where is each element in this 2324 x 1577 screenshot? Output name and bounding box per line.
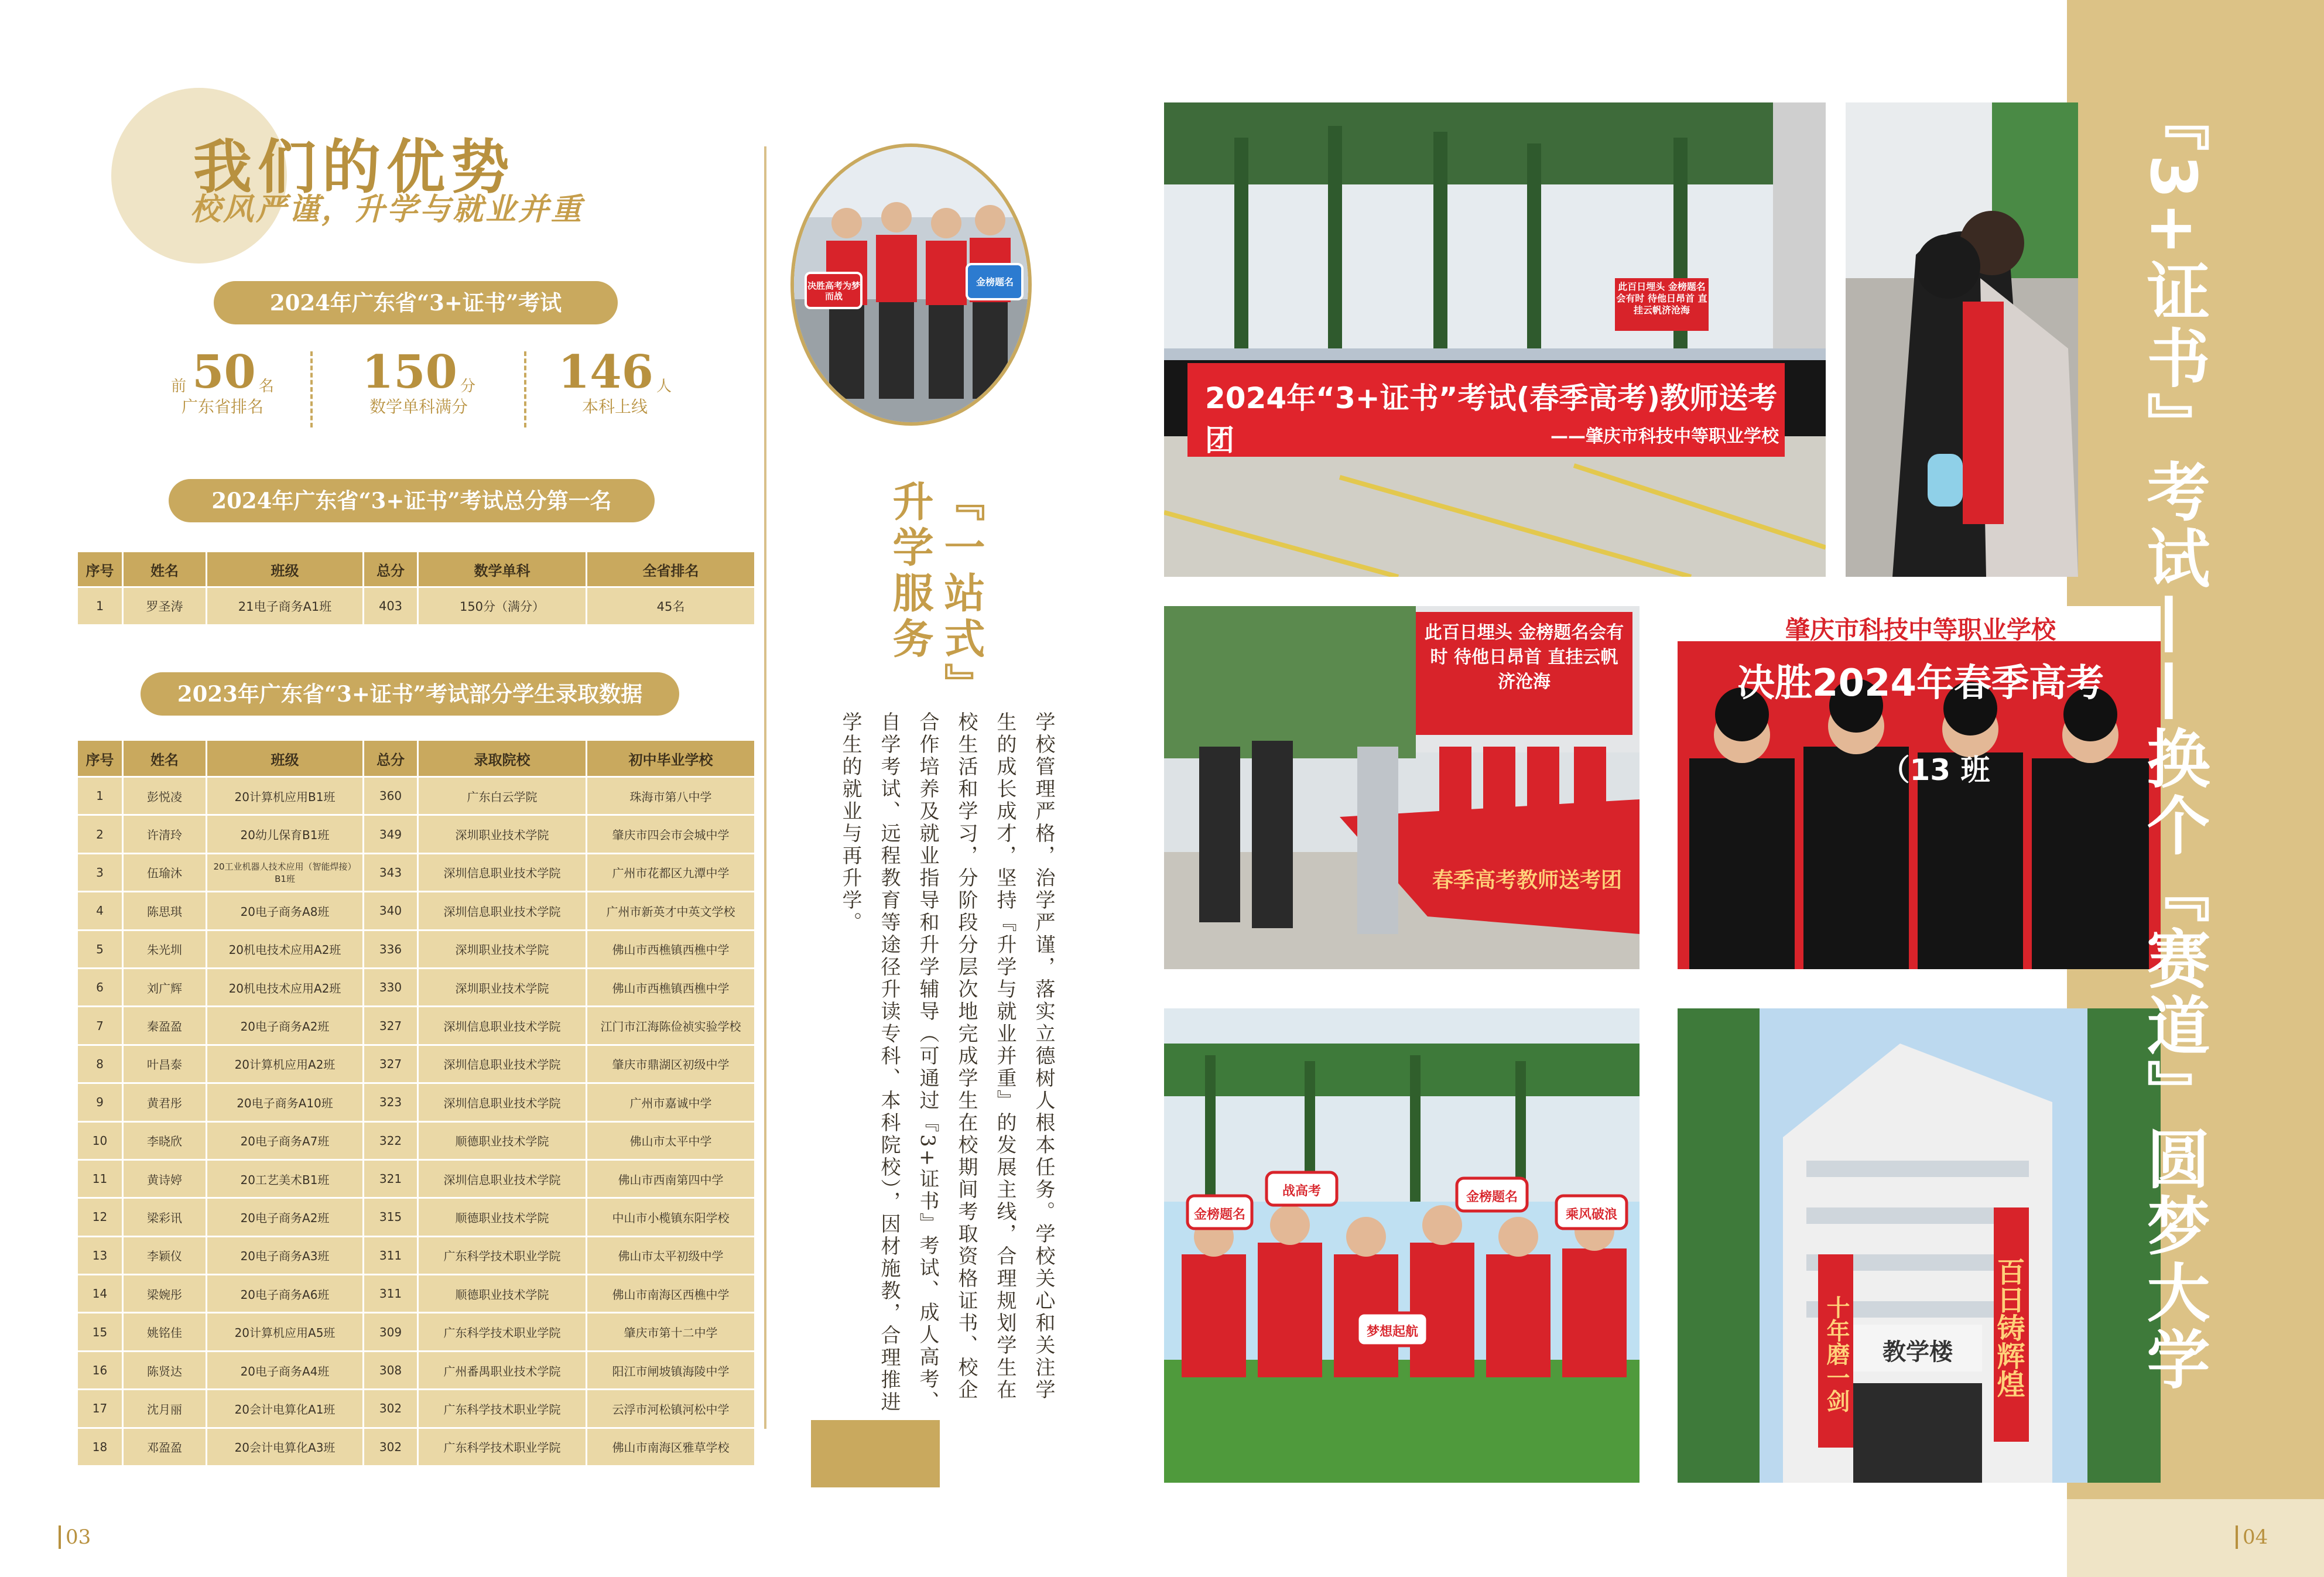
stat-label: 数学单科满分 bbox=[369, 397, 468, 416]
photo4-banner: 决胜2024年春季高考 bbox=[1737, 662, 2104, 705]
decorative-block bbox=[811, 1420, 940, 1487]
stat-ranking bbox=[141, 345, 304, 433]
table-cell: 深圳职业技术学院 bbox=[419, 969, 586, 1005]
table-cell: 20工艺美术B1班 bbox=[207, 1161, 362, 1197]
photo3-board: 此百日埋头 金榜题名会有时 待他日昂首 直挂云帆济沧海 bbox=[1424, 622, 1624, 692]
table-cell: 深圳职业技术学院 bbox=[419, 816, 586, 852]
table-cell: 秦盈盈 bbox=[124, 1007, 206, 1044]
table-cell: 深圳信息职业技术学院 bbox=[419, 892, 586, 929]
table-cell: 20电子商务A10班 bbox=[207, 1084, 362, 1120]
table-row bbox=[78, 1429, 754, 1465]
table-cell: 朱光圳 bbox=[124, 931, 206, 967]
photo5-sign: 金榜题名 bbox=[1193, 1207, 1245, 1222]
exam-track-vertical-title: 『3+证书』考试——换个『赛道』圆梦大学 bbox=[2136, 88, 2209, 1394]
table-cell: 20工业机器人技术应用（智能焊接）B1班 bbox=[207, 854, 362, 891]
teachers-portrait-photo bbox=[790, 143, 1032, 426]
admission-heading-pill: 2023年广东省“3+证书”考试部分学生录取数据 bbox=[141, 672, 679, 716]
teacher-team-photo bbox=[1164, 102, 1826, 577]
exam-heading-pill: 2024年广东省“3+证书”考试 bbox=[214, 281, 618, 324]
photo1-banner-sub: ——肇庆市科技中等职业学校 bbox=[1551, 426, 1779, 447]
one-stop-service-title: 『一站式』升学服务 bbox=[886, 480, 985, 709]
table-cell: 8 bbox=[78, 1046, 122, 1082]
table-cell: 14 bbox=[78, 1275, 122, 1312]
table-cell: 2 bbox=[78, 816, 122, 852]
column-header: 班级 bbox=[207, 552, 362, 586]
student-hug-photo bbox=[1846, 102, 2078, 577]
table-row bbox=[78, 1352, 754, 1388]
table-cell: 7 bbox=[78, 1007, 122, 1044]
top-score-heading-pill: 2024年广东省“3+证书”考试总分第一名 bbox=[169, 479, 655, 522]
table-cell: 江门市江海陈俭祯实验学校 bbox=[587, 1007, 754, 1044]
table-cell: 广东科学技术职业学院 bbox=[419, 1313, 586, 1350]
table-row bbox=[78, 1161, 754, 1197]
table-cell: 许清玲 bbox=[124, 816, 206, 852]
stat-undergrad bbox=[530, 345, 700, 433]
table-cell: 顺德职业技术学院 bbox=[419, 1275, 586, 1312]
table-cell: 肇庆市第十二中学 bbox=[587, 1313, 754, 1350]
column-header: 姓名 bbox=[124, 741, 206, 776]
table-cell: 梁婉彤 bbox=[124, 1275, 206, 1312]
table-cell: 佛山市西樵镇西樵中学 bbox=[587, 931, 754, 967]
table-cell: 15 bbox=[78, 1313, 122, 1350]
table-cell: 21电子商务A1班 bbox=[207, 588, 362, 624]
portrait-sign-right: 金榜题名 bbox=[976, 276, 1014, 288]
table-cell: 3 bbox=[78, 854, 122, 891]
table-row bbox=[78, 816, 754, 852]
table-cell: 20计算机应用A5班 bbox=[207, 1313, 362, 1350]
teaching-building-photo bbox=[1678, 1008, 2161, 1483]
table-cell: 沈月丽 bbox=[124, 1390, 206, 1427]
stat-math-full-score bbox=[328, 345, 509, 433]
table-cell: 20会计电算化A3班 bbox=[207, 1429, 362, 1465]
table-row bbox=[78, 588, 754, 624]
table-cell: 20机电技术应用A2班 bbox=[207, 969, 362, 1005]
table-cell: 302 bbox=[364, 1429, 417, 1465]
send-off-walk-photo bbox=[1164, 606, 1640, 969]
table-cell: 阳江市闸坡镇海陵中学 bbox=[587, 1352, 754, 1388]
table-cell: 佛山市西樵镇西樵中学 bbox=[587, 969, 754, 1005]
table-cell: 姚铭佳 bbox=[124, 1313, 206, 1350]
student-hug-scene bbox=[1846, 102, 2078, 577]
table-row bbox=[78, 778, 754, 814]
photo6-couplet-left: 十年磨一剑 bbox=[1823, 1295, 1850, 1412]
table-cell: 16 bbox=[78, 1352, 122, 1388]
group-signs-photo bbox=[1164, 1008, 1640, 1483]
table-row bbox=[78, 1084, 754, 1120]
table-cell: 肇庆市四会市会城中学 bbox=[587, 816, 754, 852]
table-row bbox=[78, 969, 754, 1005]
photo1-banner: 2024年“3+证书”考试(春季高考)教师送考团 bbox=[1205, 381, 1778, 457]
table-cell: 广东白云学院 bbox=[419, 778, 586, 814]
table-cell: 321 bbox=[364, 1161, 417, 1197]
table-cell: 311 bbox=[364, 1237, 417, 1274]
stat-label: 广东省排名 bbox=[181, 397, 263, 416]
table-cell: 327 bbox=[364, 1046, 417, 1082]
table-row bbox=[78, 1390, 754, 1427]
column-header: 序号 bbox=[78, 741, 122, 776]
table-cell: 伍瑜沐 bbox=[124, 854, 206, 891]
photo4-school: 肇庆市科技中等职业学校 bbox=[1785, 615, 2056, 644]
table-cell: 李颖仪 bbox=[124, 1237, 206, 1274]
stat-unit: 分 bbox=[460, 378, 475, 395]
table-cell: 20会计电算化A1班 bbox=[207, 1390, 362, 1427]
table-cell: 广州番禺职业技术学院 bbox=[419, 1352, 586, 1388]
stat-number: 146 bbox=[558, 345, 653, 399]
table-cell: 309 bbox=[364, 1313, 417, 1350]
table-cell: 13 bbox=[78, 1237, 122, 1274]
table-cell: 308 bbox=[364, 1352, 417, 1388]
table-row bbox=[78, 1046, 754, 1082]
table-cell: 广州市新英才中英文学校 bbox=[587, 892, 754, 929]
page-number-left: 03 bbox=[59, 1525, 91, 1549]
column-header: 总分 bbox=[364, 741, 417, 776]
table-cell: 云浮市河松镇河松中学 bbox=[587, 1390, 754, 1427]
table-cell: 20幼儿保育B1班 bbox=[207, 816, 362, 852]
table-cell: 360 bbox=[364, 778, 417, 814]
band-footer-strip bbox=[2067, 1499, 2324, 1577]
table-cell: 1 bbox=[78, 588, 122, 624]
table-cell: 深圳信息职业技术学院 bbox=[419, 1161, 586, 1197]
top-score-table bbox=[76, 550, 756, 626]
column-header: 班级 bbox=[207, 741, 362, 776]
column-header: 初中毕业学校 bbox=[587, 741, 754, 776]
teaching-building-scene bbox=[1678, 1008, 2161, 1483]
table-cell: 302 bbox=[364, 1390, 417, 1427]
table-cell: 20电子商务A3班 bbox=[207, 1237, 362, 1274]
photo3-banner: 春季高考教师送考团 bbox=[1432, 868, 1622, 892]
table-cell: 327 bbox=[364, 1007, 417, 1044]
table-cell: 323 bbox=[364, 1084, 417, 1120]
table-cell: 45名 bbox=[587, 588, 754, 624]
stat-number: 50 bbox=[192, 345, 256, 399]
service-description: 学校管理严格，治学严谨，落实立德树人根本任务。学校关心和关注学生的成长成才，坚持『升学与就业并重』的发展主线，合理规划学生在校生活和学习，分阶段分层次地完成学生在校期间考取资格证书、校企合作培养及就业指导和升学辅导（可通过『3+证书』考试、成人高考、自学考试、远程教育等途径升读专科、本科院校），因材施教，合理推进学生的就业与再升学。 bbox=[838, 711, 1055, 1414]
table-row bbox=[78, 1237, 754, 1274]
table-row bbox=[78, 1313, 754, 1350]
table-cell: 彭悦凌 bbox=[124, 778, 206, 814]
column-header: 姓名 bbox=[124, 552, 206, 586]
table-cell: 深圳信息职业技术学院 bbox=[419, 1007, 586, 1044]
table-cell: 340 bbox=[364, 892, 417, 929]
table-cell: 佛山市太平中学 bbox=[587, 1123, 754, 1159]
table-cell: 李晓欣 bbox=[124, 1123, 206, 1159]
table-cell: 330 bbox=[364, 969, 417, 1005]
group-signs-scene bbox=[1164, 1008, 1640, 1483]
table-cell: 20电子商务A4班 bbox=[207, 1352, 362, 1388]
table-cell: 17 bbox=[78, 1390, 122, 1427]
table-cell: 顺德职业技术学院 bbox=[419, 1123, 586, 1159]
table-cell: 肇庆市鼎湖区初级中学 bbox=[587, 1046, 754, 1082]
column-header: 全省排名 bbox=[587, 552, 754, 586]
table-cell: 336 bbox=[364, 931, 417, 967]
stat-number: 150 bbox=[362, 345, 457, 399]
table-cell: 广东科学技术职业学院 bbox=[419, 1429, 586, 1465]
table-row bbox=[78, 1007, 754, 1044]
stat-unit: 名 bbox=[258, 378, 274, 395]
table-cell: 10 bbox=[78, 1123, 122, 1159]
table-cell: 20电子商务A6班 bbox=[207, 1275, 362, 1312]
table-cell: 1 bbox=[78, 778, 122, 814]
table-cell: 邓盈盈 bbox=[124, 1429, 206, 1465]
table-cell: 12 bbox=[78, 1199, 122, 1235]
table-cell: 广州市嘉诚中学 bbox=[587, 1084, 754, 1120]
table-cell: 5 bbox=[78, 931, 122, 967]
photo5-sign: 梦想起航 bbox=[1366, 1325, 1418, 1339]
table-cell: 20计算机应用B1班 bbox=[207, 778, 362, 814]
table-cell: 18 bbox=[78, 1429, 122, 1465]
table-cell: 403 bbox=[364, 588, 417, 624]
table-cell: 叶昌泰 bbox=[124, 1046, 206, 1082]
table-cell: 315 bbox=[364, 1199, 417, 1235]
table-cell: 322 bbox=[364, 1123, 417, 1159]
table-cell: 343 bbox=[364, 854, 417, 891]
admission-table bbox=[76, 739, 756, 1467]
table-cell: 陈贤达 bbox=[124, 1352, 206, 1388]
table-cell: 刘广辉 bbox=[124, 969, 206, 1005]
page-title: 我们的优势 bbox=[193, 133, 515, 201]
stat-prefix: 前 bbox=[171, 378, 187, 395]
table-row bbox=[78, 1275, 754, 1312]
column-header: 录取院校 bbox=[419, 741, 586, 776]
table-cell: 6 bbox=[78, 969, 122, 1005]
table-cell: 黄君彤 bbox=[124, 1084, 206, 1120]
photo5-sign: 金榜题名 bbox=[1466, 1190, 1518, 1205]
table-cell: 深圳信息职业技术学院 bbox=[419, 1046, 586, 1082]
table-cell: 陈思琪 bbox=[124, 892, 206, 929]
table-cell: 佛山市南海区西樵中学 bbox=[587, 1275, 754, 1312]
table-cell: 20电子商务A8班 bbox=[207, 892, 362, 929]
table-cell: 佛山市西南第四中学 bbox=[587, 1161, 754, 1197]
stat-unit: 人 bbox=[656, 378, 672, 395]
table-cell: 罗圣涛 bbox=[124, 588, 206, 624]
table-row bbox=[78, 854, 754, 891]
table-cell: 广州市花都区九潭中学 bbox=[587, 854, 754, 891]
table-cell: 20电子商务A2班 bbox=[207, 1007, 362, 1044]
column-divider bbox=[764, 146, 766, 1429]
table-cell: 4 bbox=[78, 892, 122, 929]
photo5-sign: 战高考 bbox=[1282, 1184, 1321, 1199]
column-header: 总分 bbox=[364, 552, 417, 586]
table-row bbox=[78, 931, 754, 967]
table-row bbox=[78, 892, 754, 929]
table-cell: 珠海市第八中学 bbox=[587, 778, 754, 814]
page-subtitle: 校风严谨，升学与就业并重 bbox=[190, 192, 584, 227]
column-header: 数学单科 bbox=[419, 552, 586, 586]
table-cell: 20计算机应用A2班 bbox=[207, 1046, 362, 1082]
table-cell: 20机电技术应用A2班 bbox=[207, 931, 362, 967]
table-cell: 佛山市南海区雅草学校 bbox=[587, 1429, 754, 1465]
photo5-sign: 乘风破浪 bbox=[1565, 1207, 1617, 1222]
photo1-sign: 此百日埋头 金榜题名会有时 待他日昂首 直挂云帆济沧海 bbox=[1616, 281, 1707, 316]
table-cell: 20电子商务A2班 bbox=[207, 1199, 362, 1235]
stat-label: 本科上线 bbox=[581, 397, 648, 416]
portrait-sign-left: 决胜高考为梦而战 bbox=[807, 280, 860, 302]
table-cell: 广东科学技术职业学院 bbox=[419, 1390, 586, 1427]
table-cell: 深圳信息职业技术学院 bbox=[419, 1084, 586, 1120]
teacher-team-scene bbox=[1164, 102, 1826, 577]
table-cell: 349 bbox=[364, 816, 417, 852]
table-cell: 顺德职业技术学院 bbox=[419, 1199, 586, 1235]
table-row bbox=[78, 1199, 754, 1235]
students-banner-photo bbox=[1678, 606, 2161, 969]
stat-divider bbox=[524, 351, 526, 427]
photo6-couplet-right: 百日铸辉煌 bbox=[1992, 1257, 2025, 1398]
table-cell: 黄诗婷 bbox=[124, 1161, 206, 1197]
page-number-right: 04 bbox=[2236, 1525, 2268, 1549]
table-cell: 150分（满分） bbox=[419, 588, 586, 624]
table-cell: 广东科学技术职业学院 bbox=[419, 1237, 586, 1274]
table-cell: 9 bbox=[78, 1084, 122, 1120]
table-row bbox=[78, 1123, 754, 1159]
table-cell: 11 bbox=[78, 1161, 122, 1197]
table-cell: 梁彩讯 bbox=[124, 1199, 206, 1235]
stat-divider bbox=[310, 351, 313, 427]
table-cell: 20电子商务A7班 bbox=[207, 1123, 362, 1159]
table-cell: 311 bbox=[364, 1275, 417, 1312]
table-cell: 佛山市太平初级中学 bbox=[587, 1237, 754, 1274]
photo4-class: （13 班 bbox=[1880, 753, 1990, 787]
table-cell: 深圳信息职业技术学院 bbox=[419, 854, 586, 891]
table-cell: 中山市小榄镇东阳学校 bbox=[587, 1199, 754, 1235]
photo6-building-name: 教学楼 bbox=[1883, 1339, 1953, 1366]
table-cell: 深圳职业技术学院 bbox=[419, 931, 586, 967]
column-header: 序号 bbox=[78, 552, 122, 586]
